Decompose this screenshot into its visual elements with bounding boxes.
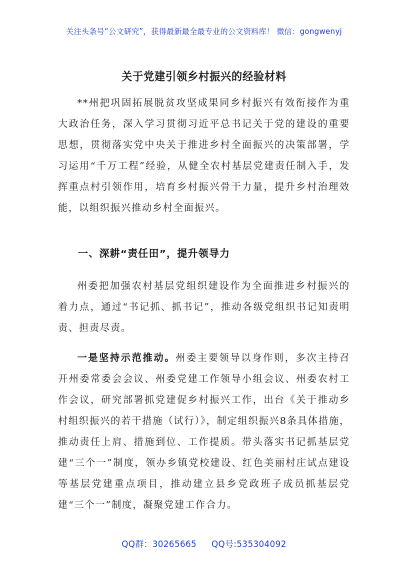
footer-qq-group: QQ群：30265665 — [121, 539, 197, 549]
point-lead: 一是坚持示范推动。 — [77, 353, 176, 364]
intro-paragraph: **州把巩固拓展脱贫攻坚成果同乡村振兴有效衔接作为重大政治任务，深入学习贯彻习近平总书记关于党的建设的重要思想，贯彻落实党中央关于推进乡村全面振兴的决策部署，学习运用“千万工程”经验，从健全农村基层党建责任制入手，发挥重点村引领作用，培育乡村振兴骨干力量，提升乡村治理效能，以组织振兴推动乡村全面振兴。 — [58, 98, 350, 214]
footer-contact — [0, 538, 408, 550]
point-body: 州委主要领导以身作则，多次主持召开州委常委会会议、州委党建工作领导小组会议、州委农村工作会议，研究部署抓党建促乡村振兴工作，出台《关于推动乡村组织振兴的若干措施（试行）》，制定组织振兴8条具体措施，推动责任上肩、措施到位、工作提质。带头落实书记抓基层党建“三个一”制度，领办乡镇党校建设、红色美丽村庄试点建设等基层党建重点项目，推动建立县乡党政班子成员抓基层党建“三个一”制度，凝聚党建工作合力。 — [58, 353, 350, 511]
footer-qq-number: QQ号:535304092 — [211, 539, 287, 549]
document-title: 关于党建引领乡村振兴的经验材料 — [121, 71, 287, 83]
header-promo-note: 关注头条号“公文研究”，获得最新最全最专业的公文资料库！ 微信：gongwenyj — [66, 27, 342, 36]
section-heading: 一、深耕“责任田”，提升领导力 — [78, 249, 231, 260]
point-paragraph — [58, 348, 350, 516]
section-intro-paragraph: 州委把加强农村基层党组织建设作为全面推进乡村振兴的着力点，通过“书记抓、抓书记”，推动各级党组织书记知责明责、担责尽责。 — [58, 281, 350, 334]
